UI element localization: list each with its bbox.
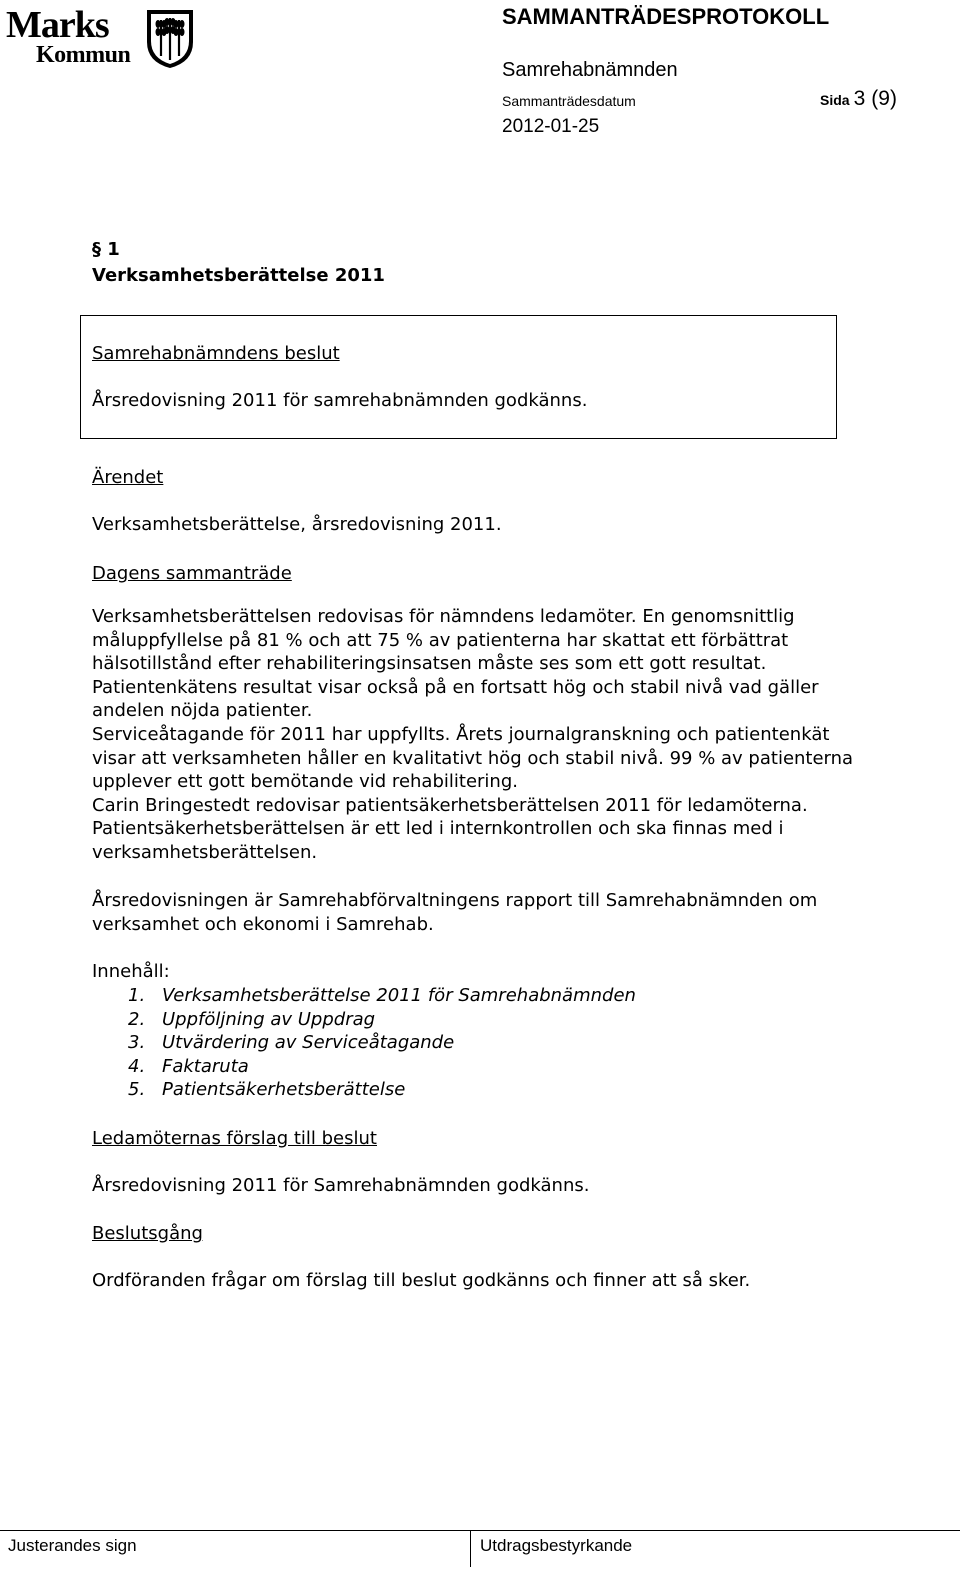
arendet-heading: Ärendet [92, 467, 164, 488]
body-line: andelen nöjda patienter. [92, 700, 313, 722]
meeting-heading: Dagens sammanträde [92, 563, 292, 584]
proposal-text: Årsredovisning 2011 för Samrehabnämnden godkänns. [92, 1175, 590, 1196]
document-type: SAMMANTRÄDESPROTOKOLL [502, 4, 830, 29]
municipality-logo [6, 6, 196, 68]
page-number: 3 [853, 87, 866, 110]
logo-text-marks: Marks [6, 4, 109, 46]
meeting-date-label: Sammanträdesdatum [502, 93, 636, 109]
decision-text: Årsredovisning 2011 för samrehabnämnden godkänns. [92, 390, 588, 411]
body-line: Verksamhetsberättelsen redovisas för nämndens ledamöter. En genomsnittlig [92, 606, 795, 627]
decision-heading: Samrehabnämndens beslut [92, 343, 340, 364]
decision-box [80, 315, 837, 439]
list-item: 4. Faktaruta [128, 1055, 249, 1077]
section-title: Verksamhetsberättelse 2011 [92, 265, 385, 286]
list-item: 1. Verksamhetsberättelse 2011 för Samrehabnämnden [128, 985, 636, 1006]
body-line: Årsredovisningen är Samrehabförvaltningens rapport till Samrehabnämnden om [92, 890, 818, 911]
process-text: Ordföranden frågar om förslag till beslut godkänns och finner att så sker. [92, 1270, 751, 1291]
body-line: Patientenkätens resultat visar också på en fortsatt hög och stabil nivå vad gäller [92, 676, 819, 698]
arendet-text: Verksamhetsberättelse, årsredovisning 2011. [92, 514, 502, 535]
list-item: 3. Utvärdering av Serviceåtagande [128, 1032, 455, 1054]
meeting-body [92, 605, 942, 865]
list-item: 5. Patientsäkerhetsberättelse [128, 1079, 406, 1101]
coat-of-arms-icon [145, 8, 195, 70]
body-line: måluppfyllelse på 81 % och att 75 % av patienterna har skattat ett förbättrat [92, 629, 789, 651]
body-line: Carin Bringestedt redovisar patientsäkerhetsberättelsen 2011 för ledamöterna. [92, 794, 808, 816]
contents-heading: Innehåll: [92, 961, 170, 982]
body-line: Serviceåtagande för 2011 har uppfyllts. Årets journalgranskning och patientenkät [92, 723, 830, 745]
contents-list [128, 984, 636, 1102]
report-paragraph [92, 889, 817, 936]
footer-column-divider [470, 1530, 471, 1567]
body-line: verksamhet och ekonomi i Samrehab. [92, 913, 434, 935]
page-label: Sida [820, 92, 850, 108]
body-line: verksamhetsberättelsen. [92, 841, 318, 863]
paragraph-number: § 1 [92, 239, 120, 260]
logo-text-kommun: Kommun [36, 42, 131, 68]
footer-divider [0, 1530, 960, 1531]
page-total: (9) [871, 87, 897, 110]
footer-signature-label: Justerandes sign [8, 1536, 137, 1555]
list-item: 2. Uppföljning av Uppdrag [128, 1008, 376, 1030]
page-indicator [820, 86, 897, 114]
footer-certification-label: Utdragsbestyrkande [480, 1536, 633, 1555]
meeting-date: 2012-01-25 [502, 116, 600, 137]
body-line: upplever ett gott bemötande vid rehabilitering. [92, 771, 518, 793]
body-line: Patientsäkerhetsberättelsen är ett led i internkontrollen och ska finnas med i [92, 818, 784, 840]
board-name: Samrehabnämnden [502, 59, 678, 81]
process-heading: Beslutsgång [92, 1223, 203, 1244]
body-line: hälsotillstånd efter rehabiliteringsinsatsen måste ses som ett gott resultat. [92, 653, 767, 675]
body-line: visar att verksamheten håller en kvalitativt hög och stabil nivå. 99 % av patienterna [92, 747, 854, 769]
proposal-heading: Ledamöternas förslag till beslut [92, 1128, 377, 1149]
